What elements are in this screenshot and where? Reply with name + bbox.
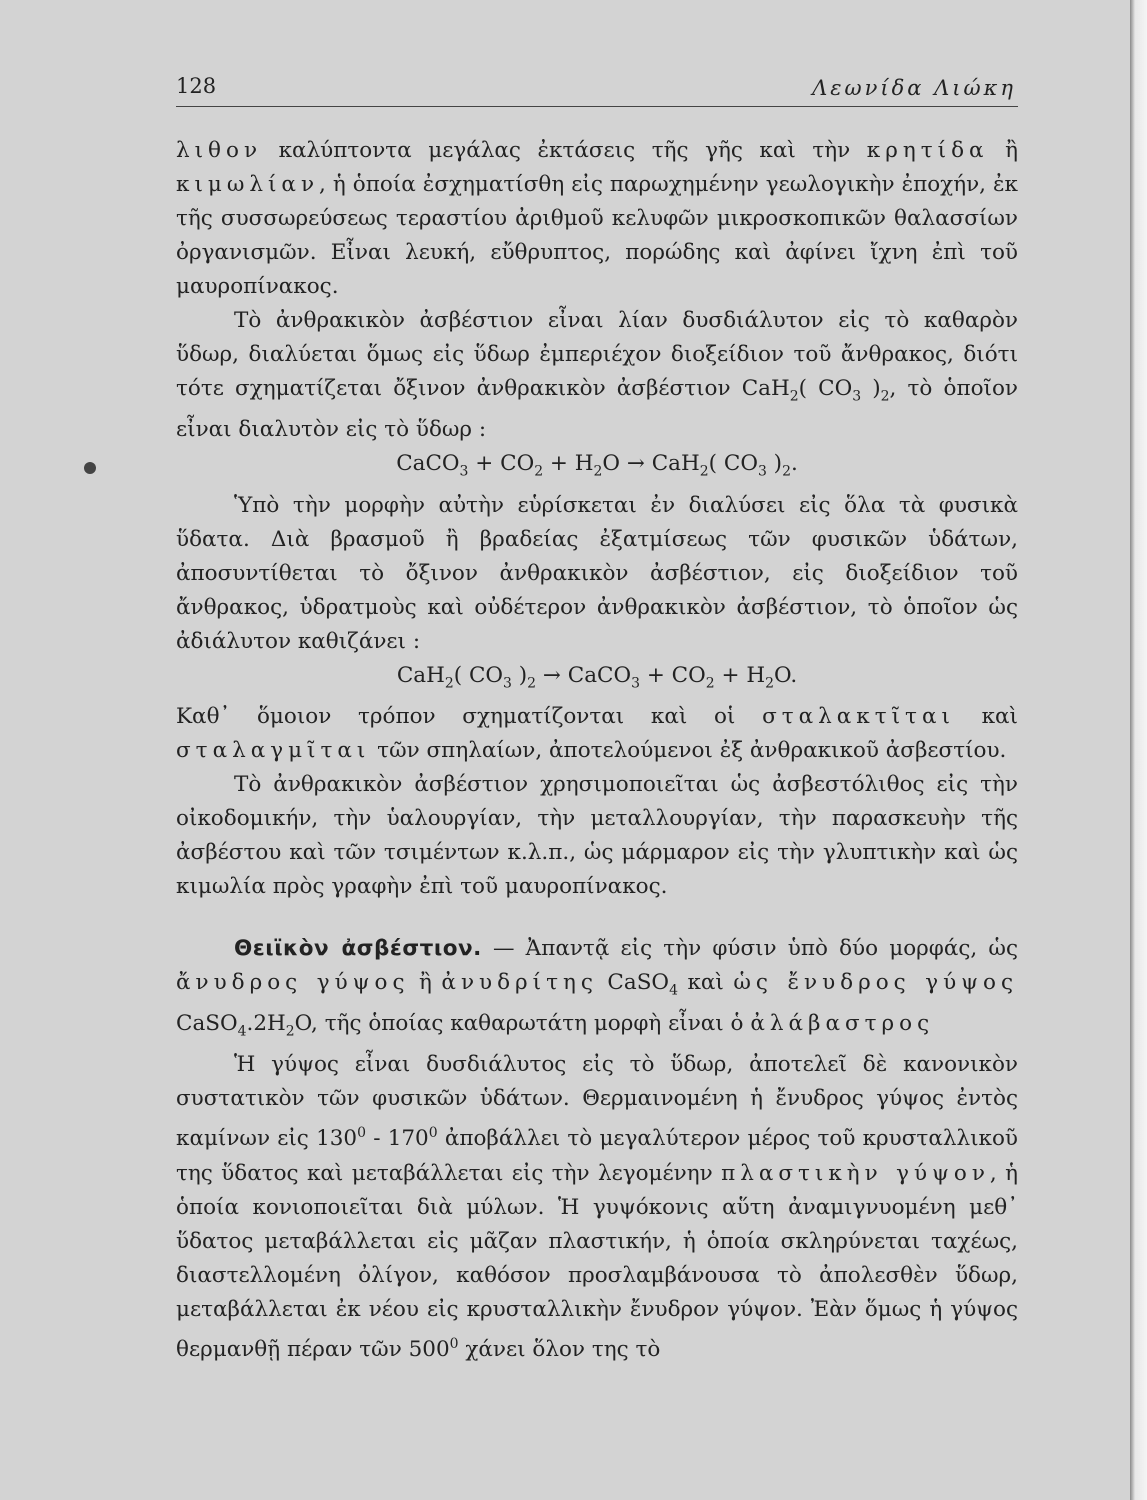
text-run: τῶν σπηλαίων, ἀποτελούμενοι ἐξ ἀνθρακικοῦ ἀσβεστίου.: [370, 737, 1007, 763]
text-run: , τὸ ὁποῖον εἶναι διαλυτὸν εἰς τὸ ὕδωρ :: [176, 376, 1018, 443]
text-run: ἢ: [988, 138, 1018, 163]
equation-precipitation: [176, 659, 1018, 700]
subscript: 3: [757, 463, 767, 480]
page-edge: [1130, 0, 1147, 1500]
paragraph-gypsum: [176, 1048, 1018, 1366]
subscript: 3: [503, 674, 512, 691]
paragraph-uses: Τὸ ἀνθρακικὸν ἀσβέστιον χρησιμοποιεῖται ὡς ἀσβεστόλιθος εἰς τὴν οἰκοδομικήν, τὴν ὑαλουργίαν, τὴν μεταλλουργίαν, τὴν παρασκευὴν τῆς ἀσβέστου καὶ τῶν τσιμέντων κ.λ.π., ὡς μάρμαρον εἰς τὴν γλυπτικὴν καὶ ὡς κιμωλία πρὸς γραφὴν ἐπὶ τοῦ μαυροπίνακος.: [176, 771, 1018, 899]
body-text: [176, 134, 1018, 1367]
spaced-term: ἄνυδρος γύψος: [176, 969, 410, 995]
running-head: Λεωνίδα Λιώκη: [812, 76, 1016, 100]
text-run: καὶ: [954, 703, 1018, 729]
text-run: χάνει ὅλον της τὸ: [458, 1336, 661, 1362]
text-run: ἀποβάλλει τὸ μεγαλύτερον μέρος τοῦ κρυσταλλικοῦ της ὕδατος καὶ μεταβάλλεται εἰς τὴν λεγομένην: [176, 1126, 1018, 1186]
text-run: Τὸ ἀνθρακικὸν ἀσβέστιον εἶναι λίαν δυσδιάλυτον εἰς τὸ καθαρὸν ὕδωρ, διαλύεται ὅμως εἰς ὕδωρ ἐμπεριέχον διοξείδιον τοῦ ἄνθρακος, διότι τότε σχηματίζεται ὄξινον ἀνθρακικὸν ἀσβέστιον CaH: [176, 308, 1018, 401]
eq-run: → CaCO: [536, 662, 632, 688]
subscript: 2: [705, 674, 715, 691]
subscript: 2: [782, 463, 791, 480]
page-number: 128: [176, 74, 217, 98]
subscript: 2: [534, 463, 544, 480]
spaced-term: κρητίδα: [866, 138, 989, 163]
paragraph-calcium-sulfate: [176, 932, 1018, 1049]
text-run: O, τῆς ὁποίας καθαρωτάτη μορφὴ εἶναι ὁ: [294, 1011, 751, 1037]
text-run: ἢ: [409, 969, 442, 995]
spaced-term: κιμωλίαν: [176, 172, 320, 197]
subscript: 2: [765, 674, 774, 691]
spaced-term: σταλαγμῖται: [176, 737, 371, 763]
margin-dot: [84, 462, 96, 474]
text-run: , ἡ ὁποία ἐσχηματίσθη εἰς παρωχημένην γεωλογικὴν ἐποχήν, ἐκ τῆς συσσωρεύσεως τεραστίου ἀριθμοῦ κελυφῶν μικροσκοπικῶν θαλασσίων ὀργανισμῶν. Εἶναι λευκή, εὔθρυπτος, πορώδης καὶ ἀφίνει ἴχνη ἐπὶ τοῦ μαυροπίνακος.: [176, 172, 1018, 299]
equation-dissolution: [176, 447, 1018, 488]
subscript: 2: [880, 388, 890, 405]
subscript: 2: [444, 674, 454, 691]
section-title: Θειϊκὸν ἀσβέστιον.: [234, 935, 482, 961]
paragraph-natural-waters: Ὑπὸ τὴν μορφὴν αὐτὴν εὑρίσκεται ἐν διαλύσει εἰς ὅλα τὰ φυσικὰ ὕδατα. Διὰ βρασμοῦ ἢ βραδείας ἐξατμίσεως τῶν φυσικῶν ὑδάτων, ἀποσυντίθεται τὸ ὄξινον ἀνθρακικὸν ἀσβέστιον, εἰς διοξείδιον τοῦ ἄνθρακος, ὑδρατμοὺς καὶ οὐδέτερον ἀνθρακικὸν ἀσβέστιον, τὸ ὁποῖον ὡς ἀδιάλυτον καθιζάνει :: [176, 492, 1018, 654]
eq-run: O.: [773, 662, 798, 688]
eq-run: + CO: [639, 662, 706, 688]
eq-run: ): [766, 451, 783, 477]
section-gap: [176, 904, 1018, 932]
subscript: 2: [527, 674, 537, 691]
superscript: 0: [357, 1125, 366, 1142]
text-run: ): [861, 376, 881, 401]
eq-run: ( CO: [453, 662, 504, 688]
subscript: 2: [699, 463, 709, 480]
text-run: CaSO: [176, 1011, 238, 1037]
text-run: Καθ᾿ ὅμοιον τρόπον σχηματίζονται καὶ οἱ: [176, 703, 763, 729]
spaced-term: σταλακτῖται: [762, 703, 955, 729]
text-run: - 170: [366, 1126, 429, 1152]
subscript: 3: [631, 674, 640, 691]
eq-run: ( CO: [708, 451, 758, 477]
superscript: 0: [428, 1125, 438, 1142]
superscript: 0: [449, 1335, 459, 1352]
eq-run: + CO: [468, 451, 535, 477]
text-run: Ἡ γύψος εἶναι δυσδιάλυτος εἰς τὸ ὕδωρ, ἀποτελεῖ δὲ κανονικὸν συστατικὸν τῶν φυσικῶν ὑδάτων. Θερμαινομένη ἡ ἔνυδρος γύψος ἐντὸς καμίνων εἰς 130: [176, 1052, 1018, 1152]
text-run: CaSO: [597, 969, 670, 995]
text-run: καλύπτοντα μεγάλας ἐκτάσεις τῆς γῆς καὶ τὴν: [262, 138, 867, 163]
text-run: , ἡ ὁποία κονιοποιεῖται διὰ μύλων. Ἡ γυψόκονις αὕτη ἀναμιγνυομένη μεθ᾿ ὕδατος μεταβάλλεται εἰς μᾶζαν πλαστικήν, ἡ ὁποία σκληρύνεται ταχέως, διαστελλομένη ὀλίγον, καθόσον προσλαμβάνουσα τὸ ἀπολεσθὲν ὕδωρ, μεταβάλλεται ἐκ νέου εἰς κρυσταλλικὴν ἔνυδρον γύψον. Ἐὰν ὅμως ἡ γύψος θερμανθῇ πέραν τῶν 500: [176, 1160, 1019, 1362]
text-run: .2H: [246, 1011, 286, 1037]
eq-run: + H: [714, 662, 766, 688]
paragraph-chalk: [176, 134, 1018, 304]
subscript: 3: [459, 463, 469, 480]
eq-run: ): [511, 662, 528, 688]
spaced-term: πλαστικὴν γύψον: [721, 1160, 990, 1186]
subscript: 2: [593, 463, 603, 480]
eq-run: .: [790, 451, 798, 477]
spaced-term: ἀνυδρίτης: [441, 969, 598, 995]
text-run: — Ἀπαντᾷ εἰς τὴν φύσιν ὑπὸ δύο μορφάς, ὡς: [481, 935, 1018, 961]
eq-run: CaH: [396, 662, 445, 688]
spaced-term: ὡς ἔνυδρος γύψος: [733, 969, 1018, 995]
subscript: 4: [669, 982, 678, 999]
eq-run: O → CaH: [602, 451, 700, 477]
eq-run: CaCO: [396, 451, 460, 477]
paragraph-stalactites: [176, 700, 1018, 768]
spaced-term: ἀλάβαστρος: [750, 1011, 935, 1037]
subscript: 2: [789, 388, 799, 405]
subscript: 2: [285, 1023, 295, 1040]
subscript: 4: [237, 1023, 247, 1040]
spaced-term: λιθον: [176, 138, 263, 163]
paragraph-solubility: [176, 304, 1018, 447]
eq-run: + H: [543, 451, 594, 477]
text-run: καὶ: [677, 969, 734, 995]
text-run: ( CO: [798, 376, 853, 401]
page-header: [176, 72, 1018, 107]
subscript: 3: [852, 388, 862, 405]
